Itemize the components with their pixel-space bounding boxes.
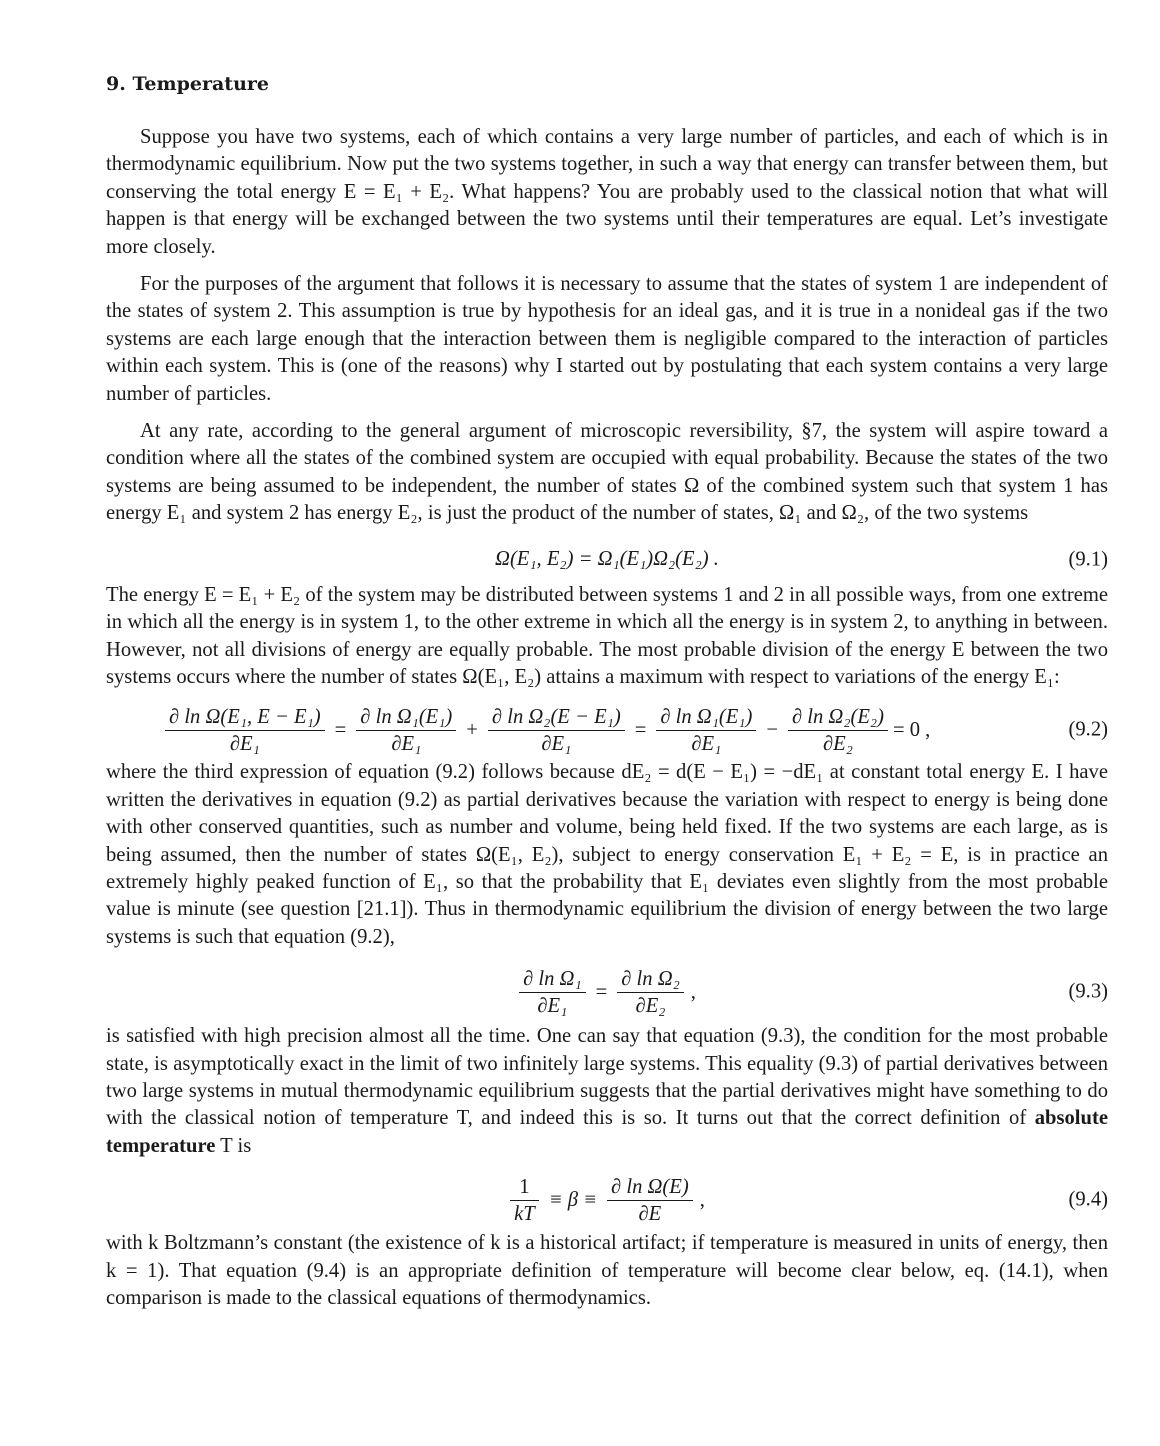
equation-number: (9.1) (1068, 548, 1108, 571)
operator: = (634, 718, 647, 741)
fraction (521, 967, 584, 1018)
numerator: ∂ ln Ω₂ (621, 967, 680, 990)
numerator: 1 (519, 1175, 530, 1198)
fraction (658, 705, 754, 756)
equation-9-1-expression: Ω(E₁, E₂) = Ω₁(E₁)Ω₂(E₂) . (495, 548, 719, 571)
equation-tail: , (690, 980, 696, 1003)
section-heading: 9. Temperature (106, 73, 269, 95)
equation-9-4 (106, 1170, 1108, 1230)
denominator: ∂E₂ (788, 730, 888, 756)
fraction (358, 705, 454, 756)
denominator: ∂E₁ (165, 730, 325, 756)
denominator: ∂E₂ (617, 992, 684, 1018)
paragraph-energy-distribution: The energy E = E₁ + E₂ of the system may be distributed between systems 1 and 2 in all possible ways, from one extreme in which all the energy is in system 1, to the other extreme in which all the energy is in system 2, to anything in between. However, not all divisions of energy are equally probable. The most probable division of the energy E between the two systems occurs where the number of states Ω(E₁, E₂) attains a maximum with respect to variations of the energy E₁: (106, 583, 1108, 688)
denominator: kT (510, 1200, 539, 1226)
denominator: ∂E₁ (519, 992, 586, 1018)
equation-tail: , (699, 1188, 705, 1211)
fraction (790, 705, 886, 756)
denominator: ∂E (607, 1200, 693, 1226)
fraction (512, 1175, 537, 1226)
equation-number: (9.2) (1068, 718, 1108, 741)
numerator: ∂ ln Ω₂(E₂) (791, 705, 884, 728)
paragraph-temperature-definition (106, 1023, 1108, 1160)
paragraph-boltzmann: with k Boltzmann’s constant (the existence of k is a historical artifact; if temperature is measured in units of energy, then k = 1). That equation (9.4) is an appropriate definition of temperature will become clear below, eq. (14.1), when comparison is made to the classical equations of thermodynamics. (106, 1232, 1108, 1309)
operator: = (595, 980, 608, 1003)
paragraph-peaked-function: where the third expression of equation (9.2) follows because dE₂ = d(E − E₁) = −dE₁ at constant total energy E. I have written the derivatives in equation (9.2) as partial derivatives because the variation with respect to energy is being done with other conserved quantities, such as number and volume, being held fixed. If the two systems are each large, as is being assumed, then the number of states Ω(E₁, E₂), subject to energy conservation E₁ + E₂ = E, is in practice an extremely highly peaked function of E₁, so that the probability that E₁ deviates even slightly from the most probable value is minute (see question [21.1]). Thus in thermodynamic equilibrium the division of energy between the two large systems is such that equation (9.2), (106, 761, 1108, 948)
numerator: ∂ ln Ω₂(E − E₁) (491, 705, 621, 728)
document-page (106, 70, 1108, 1322)
denominator: ∂E₁ (356, 730, 456, 756)
numerator: ∂ ln Ω(E₁, E − E₁) (169, 705, 321, 728)
text-run: T is (215, 1134, 252, 1157)
equation-number: (9.4) (1068, 1188, 1108, 1211)
equation-number: (9.3) (1068, 980, 1108, 1003)
fraction (619, 967, 682, 1018)
numerator: ∂ ln Ω(E) (611, 1175, 689, 1198)
numerator: ∂ ln Ω₁(E₁) (360, 705, 453, 728)
denominator: ∂E₁ (656, 730, 756, 756)
equation-tail: = 0 , (892, 718, 931, 741)
paragraph-intro: Suppose you have two systems, each of which contains a very large number of particles, and each of which is in thermodynamic equilibrium. Now put the two systems together, in such a way that energy can transfer between them, but conserving the total energy E = E₁ + E₂. What happens? You are probably used to the classical notion that what will happen is that energy will be exchanged between the two systems until their temperatures are equal. Let’s investigate more closely. (106, 126, 1108, 258)
operator: ≡ β ≡ (548, 1188, 598, 1211)
fraction (490, 705, 623, 756)
fraction (167, 705, 323, 756)
paragraph-independence: For the purposes of the argument that follows it is necessary to assume that the states of system 1 are independent of the states of system 2. This assumption is true by hypothesis for an ideal gas, and it is true in a nonideal gas if the two systems are each large enough that the interaction between them is negligible compared to the interaction of particles within each system. This is (one of the reasons) why I started out by postulating that each system contains a very large number of particles. (106, 273, 1108, 405)
denominator: ∂E₁ (488, 730, 625, 756)
operator: + (466, 718, 478, 741)
equation-9-1 (106, 538, 1108, 582)
text-run: is satisfied with high precision almost all the time. One can say that equation (9.3), the condition for the most probable state, is asymptotically exact in the limit of two infinitely large systems. This equality (9.3) of partial derivatives between two large systems in mutual thermodynamic equilibrium suggests that the partial derivatives might have something to do with the classical notion of temperature T, and indeed this is so. It turns out that the correct definition of (106, 1025, 1108, 1130)
numerator: ∂ ln Ω₁ (523, 967, 582, 990)
equation-9-3 (106, 961, 1108, 1023)
fraction (609, 1175, 691, 1226)
term-absolute-temperature: absolute temperature (106, 1107, 1108, 1157)
numerator: ∂ ln Ω₁(E₁) (660, 705, 753, 728)
equation-9-2 (106, 701, 1108, 759)
paragraph-reversibility: At any rate, according to the general argument of microscopic reversibility, §7, the system will aspire toward a condition where all the states of the combined system are occupied with equal probability. Because the states of the two systems are being assumed to be independent, the number of states Ω of the combined system such that system 1 has energy E₁ and system 2 has energy E₂, is just the product of the number of states, Ω₁ and Ω₂, of the two systems (106, 420, 1108, 525)
operator: = (334, 718, 347, 741)
operator: − (766, 718, 778, 741)
